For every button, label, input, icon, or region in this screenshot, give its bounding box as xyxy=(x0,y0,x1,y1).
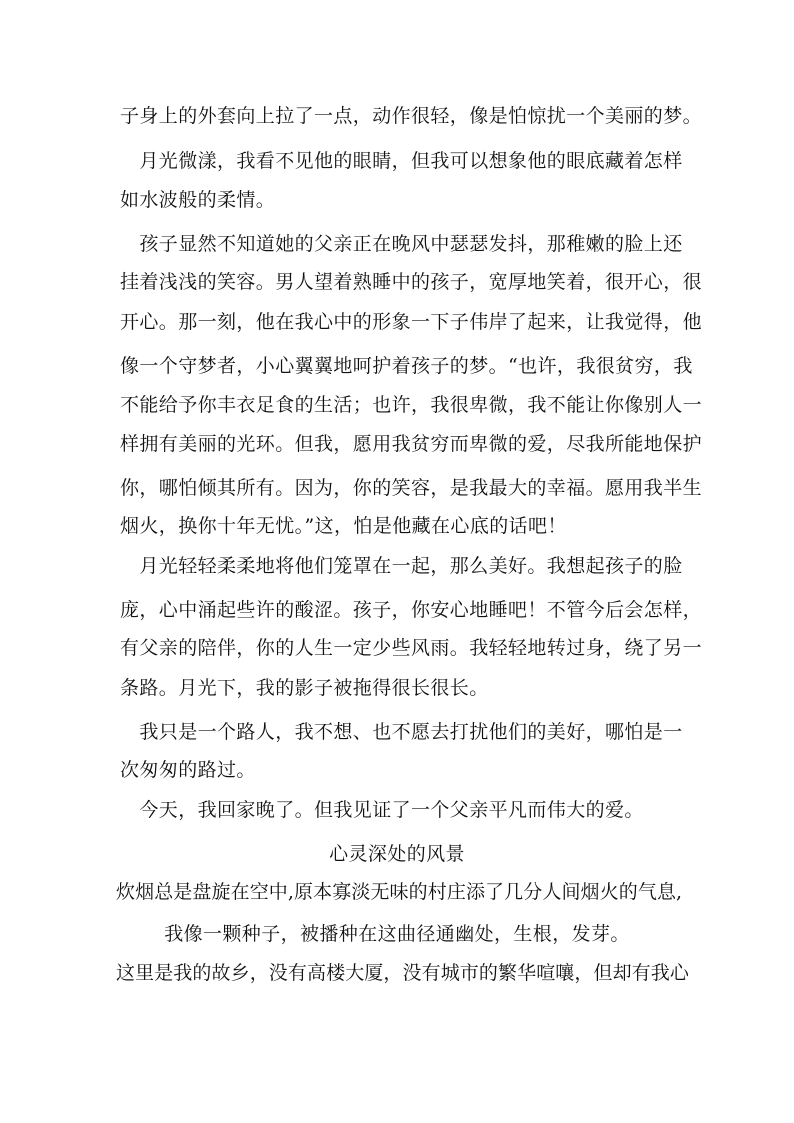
paragraph-line: 月光轻轻柔柔地将他们笼罩在一起，那么美好。我想起孩子的脸 xyxy=(120,555,683,577)
paragraph-line: 我像一颗种子，被播种在这曲径通幽处，生根，发芽。 xyxy=(164,923,630,945)
paragraph-line: 这里是我的故乡，没有高楼大厦，没有城市的繁华喧嚷，但却有我心 xyxy=(116,962,690,984)
section-title: 心灵深处的风景 xyxy=(329,843,465,865)
paragraph-line: 样拥有美丽的光环。但我，愿用我贫穷而卑微的爱，尽我所能地保护 xyxy=(120,433,703,455)
paragraph-line: 子身上的外套向上拉了一点，动作很轻，像是怕惊扰一个美丽的梦。 xyxy=(120,105,703,127)
paragraph-line: 如水波般的柔情。 xyxy=(120,189,276,211)
paragraph-line: 烟火，换你十年无忧。”这，怕是他藏在心底的话吧！ xyxy=(120,515,567,537)
paragraph-line: 不能给予你丰衣足食的生活；也许，我很卑微，我不能让你像别人一 xyxy=(120,394,703,416)
paragraph-line: 次匆匆的路过。 xyxy=(120,759,256,781)
paragraph-line: 我只是一个路人，我不想、也不愿去打扰他们的美好，哪怕是一 xyxy=(120,721,683,743)
paragraph-line: 孩子显然不知道她的父亲正在晚风中瑟瑟发抖，那稚嫩的脸上还 xyxy=(120,233,683,255)
paragraph-line: 开心。那一刻，他在我心中的形象一下子伟岸了起来，让我觉得，他 xyxy=(120,311,703,333)
paragraph-line: 挂着浅浅的笑容。男人望着熟睡中的孩子，宽厚地笑着，很开心，很 xyxy=(120,271,703,293)
paragraph-line: 月光微漾，我看不见他的眼睛，但我可以想象他的眼底藏着怎样 xyxy=(120,150,683,172)
paragraph-line: 今天，我回家晚了。但我见证了一个父亲平凡而伟大的爱。 xyxy=(120,799,644,821)
paragraph-line: 像一个守梦者，小心翼翼地呵护着孩子的梦。“也许，我很贫穷，我 xyxy=(120,355,693,377)
paragraph-line: 条路。月光下，我的影子被拖得很长很长。 xyxy=(120,677,489,699)
paragraph-line: 炊烟总是盘旋在空中,原本寡淡无味的村庄添了几分人间烟火的气息, xyxy=(116,881,683,903)
paragraph-line: 你，哪怕倾其所有。因为，你的笑容，是我最大的幸福。愿用我半生 xyxy=(120,477,703,499)
paragraph-line: 有父亲的陪伴，你的人生一定少些风雨。我轻轻地转过身，绕了另一 xyxy=(120,637,703,659)
paragraph-line: 庞，心中涌起些许的酸涩。孩子，你安心地睡吧！不管今后会怎样， xyxy=(120,599,703,621)
